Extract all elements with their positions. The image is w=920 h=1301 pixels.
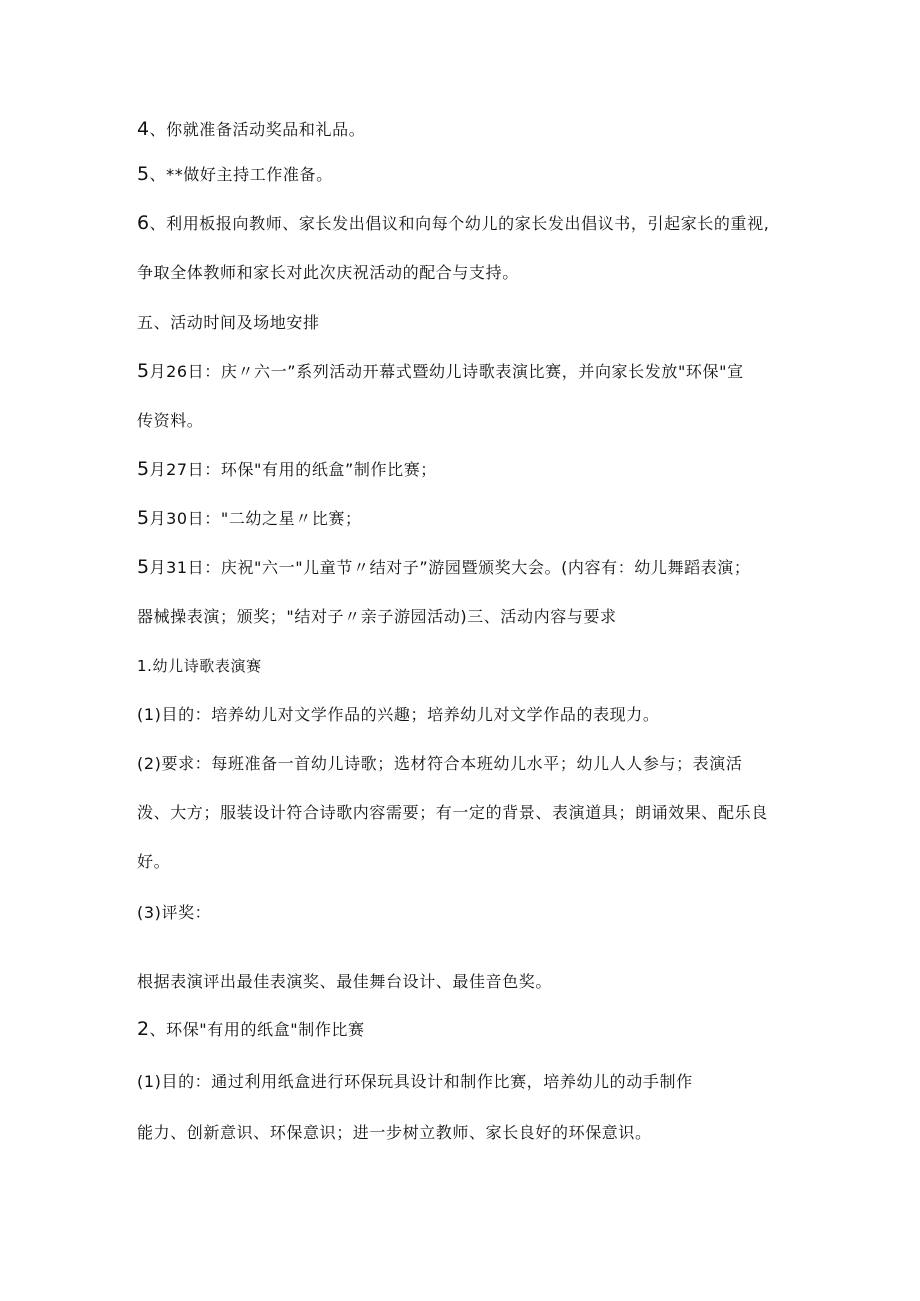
text-line-1: 4、你就准备活动奖品和礼品。	[137, 118, 366, 140]
text-line-9: 5月30日："二幼之星〃比赛；	[137, 507, 362, 529]
text-line-16: 好。	[137, 852, 171, 871]
subsection-heading-paper-box: 2、环保"有用的纸盒"制作比赛	[137, 1018, 365, 1040]
text-line-11: 器械操表演；颁奖；"结对子〃亲子游园活动)三、活动内容与要求	[137, 607, 617, 626]
text-line-3: 6、利用板报向教师、家长发出倡议和向每个幼儿的家长发出倡议书，引起家长的重视,	[137, 212, 770, 234]
text-line-18: 根据表演评出最佳表演奖、最佳舞台设计、最佳音色奖。	[137, 972, 553, 991]
section-heading-schedule: 五、活动时间及场地安排	[137, 313, 320, 332]
text-line-2: 5、**做好主持工作准备。	[137, 163, 333, 185]
text-line-4: 争取全体教师和家长对此次庆祝活动的配合与支持。	[137, 263, 519, 282]
text-line-15: 泼、大方；服装设计符合诗歌内容需要；有一定的背景、表演道具；朗诵效果、配乐良	[137, 803, 768, 822]
text-line-6: 5月26日：庆〃六一”系列活动开幕式暨幼儿诗歌表演比赛，并向家长发放"环保"宣	[137, 360, 744, 382]
text-line-7: 传资料。	[137, 411, 204, 430]
text-line-14: (2)要求：每班准备一首幼儿诗歌；选材符合本班幼儿水平；幼儿人人参与；表演活	[137, 754, 743, 773]
text-line-8: 5月27日：环保"有用的纸盒”制作比赛；	[137, 458, 437, 480]
text-line-10: 5月31日：庆祝"六一"儿童节〃结对子”游园暨颁奖大会。(内容有：幼儿舞蹈表演；	[137, 556, 751, 578]
text-line-17: (3)评奖：	[137, 903, 212, 922]
subsection-heading-poetry: 1.幼儿诗歌表演赛	[137, 657, 262, 675]
text-line-20: (1)目的：通过利用纸盒进行环保玩具设计和制作比赛，培养幼儿的动手制作	[137, 1072, 693, 1091]
text-line-21: 能力、创新意识、环保意识；进一步树立教师、家长良好的环保意识。	[137, 1123, 652, 1142]
text-line-13: (1)目的：培养幼儿对文学作品的兴趣；培养幼儿对文学作品的表现力。	[137, 705, 660, 724]
